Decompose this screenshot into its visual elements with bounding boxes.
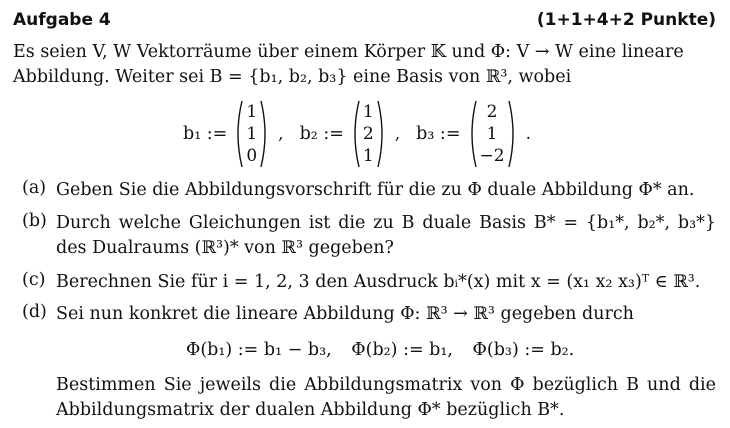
vector-entry: 1 (246, 124, 258, 144)
vector-entries (360, 102, 377, 166)
vector-separator: , (278, 124, 284, 144)
equation-phi-b3: Φ(b₃) := b₂. (472, 340, 575, 360)
definition-equations (186, 340, 574, 360)
subtask-d (22, 302, 716, 334)
vector-entry: 1 (486, 124, 498, 144)
right-paren-icon (260, 100, 270, 168)
vector-label: b₃ := (416, 124, 461, 144)
intro-line-2: Abbildung. Weiter sei B = {b₁, b₂, b₃} eine Basis von ℝ³, wobei (13, 67, 572, 87)
right-paren-icon (508, 100, 518, 168)
vector-entry: −2 (479, 146, 505, 166)
vector-entry: 2 (362, 124, 374, 144)
vector-label: b₁ := (183, 124, 228, 144)
vector-entry: 1 (362, 102, 374, 122)
intro-line-1: Es seien V, W Vektorräume über einem Körper 𝕂 und Φ: V → W eine lineare (13, 42, 684, 62)
vector-entries (243, 102, 260, 166)
subtask-text: Durch welche Gleichungen ist die zu B duale Basis B* = {b₁*, b₂*, b₃*} des Dualraums (ℝ³)* von ℝ³ gegeben? (56, 213, 716, 258)
final-instruction: Bestimmen Sie jeweils die Abbildungsmatrix von Φ bezüglich B und die Abbildungsmatrix der dualen Abbildung Φ* bezüglich B*. (56, 375, 716, 420)
subtask-text: Geben Sie die Abbildungsvorschrift für die zu Φ duale Abbildung Φ* an. (56, 180, 695, 200)
subtask-label: (d) (22, 302, 47, 322)
subtask-list (22, 178, 716, 334)
vector-b1 (183, 100, 300, 168)
intro-paragraph (13, 40, 718, 90)
vector-label: b₂ := (299, 124, 344, 144)
exercise-title: Aufgabe 4 (13, 10, 111, 30)
right-paren-icon (377, 100, 387, 168)
basis-vectors (183, 100, 547, 168)
vector-b3 (416, 100, 547, 168)
left-paren-icon (233, 100, 243, 168)
vector-entry: 1 (362, 146, 374, 166)
vector-b2 (300, 100, 417, 168)
vector-entry: 0 (246, 146, 258, 166)
vector-entries (477, 102, 508, 166)
subtask-c (22, 270, 716, 302)
equation-phi-b2: Φ(b₂) := b₁, (351, 340, 453, 360)
subtask-text: Berechnen Sie für i = 1, 2, 3 den Ausdruck bᵢ*(x) mit x = (x₁ x₂ x₃)ᵀ ∈ ℝ³. (56, 272, 701, 292)
subtask-label: (c) (22, 270, 46, 290)
subtask-text: Sei nun konkret die lineare Abbildung Φ: ℝ³ → ℝ³ gegeben durch (56, 304, 634, 324)
subtask-label: (b) (22, 211, 47, 231)
exercise-header (13, 7, 716, 33)
vector-entry: 2 (486, 102, 498, 122)
subtask-a (22, 178, 716, 211)
subtask-label: (a) (22, 178, 47, 198)
vector-separator: , (394, 124, 401, 144)
left-paren-icon (350, 100, 360, 168)
subtask-b (22, 211, 716, 270)
equation-phi-b1: Φ(b₁) := b₁ − b₃, (186, 340, 332, 360)
vector-separator: . (525, 124, 531, 144)
exercise-points: (1+1+4+2 Punkte) (536, 10, 716, 30)
vector-entry: 1 (246, 102, 258, 122)
left-paren-icon (467, 100, 477, 168)
